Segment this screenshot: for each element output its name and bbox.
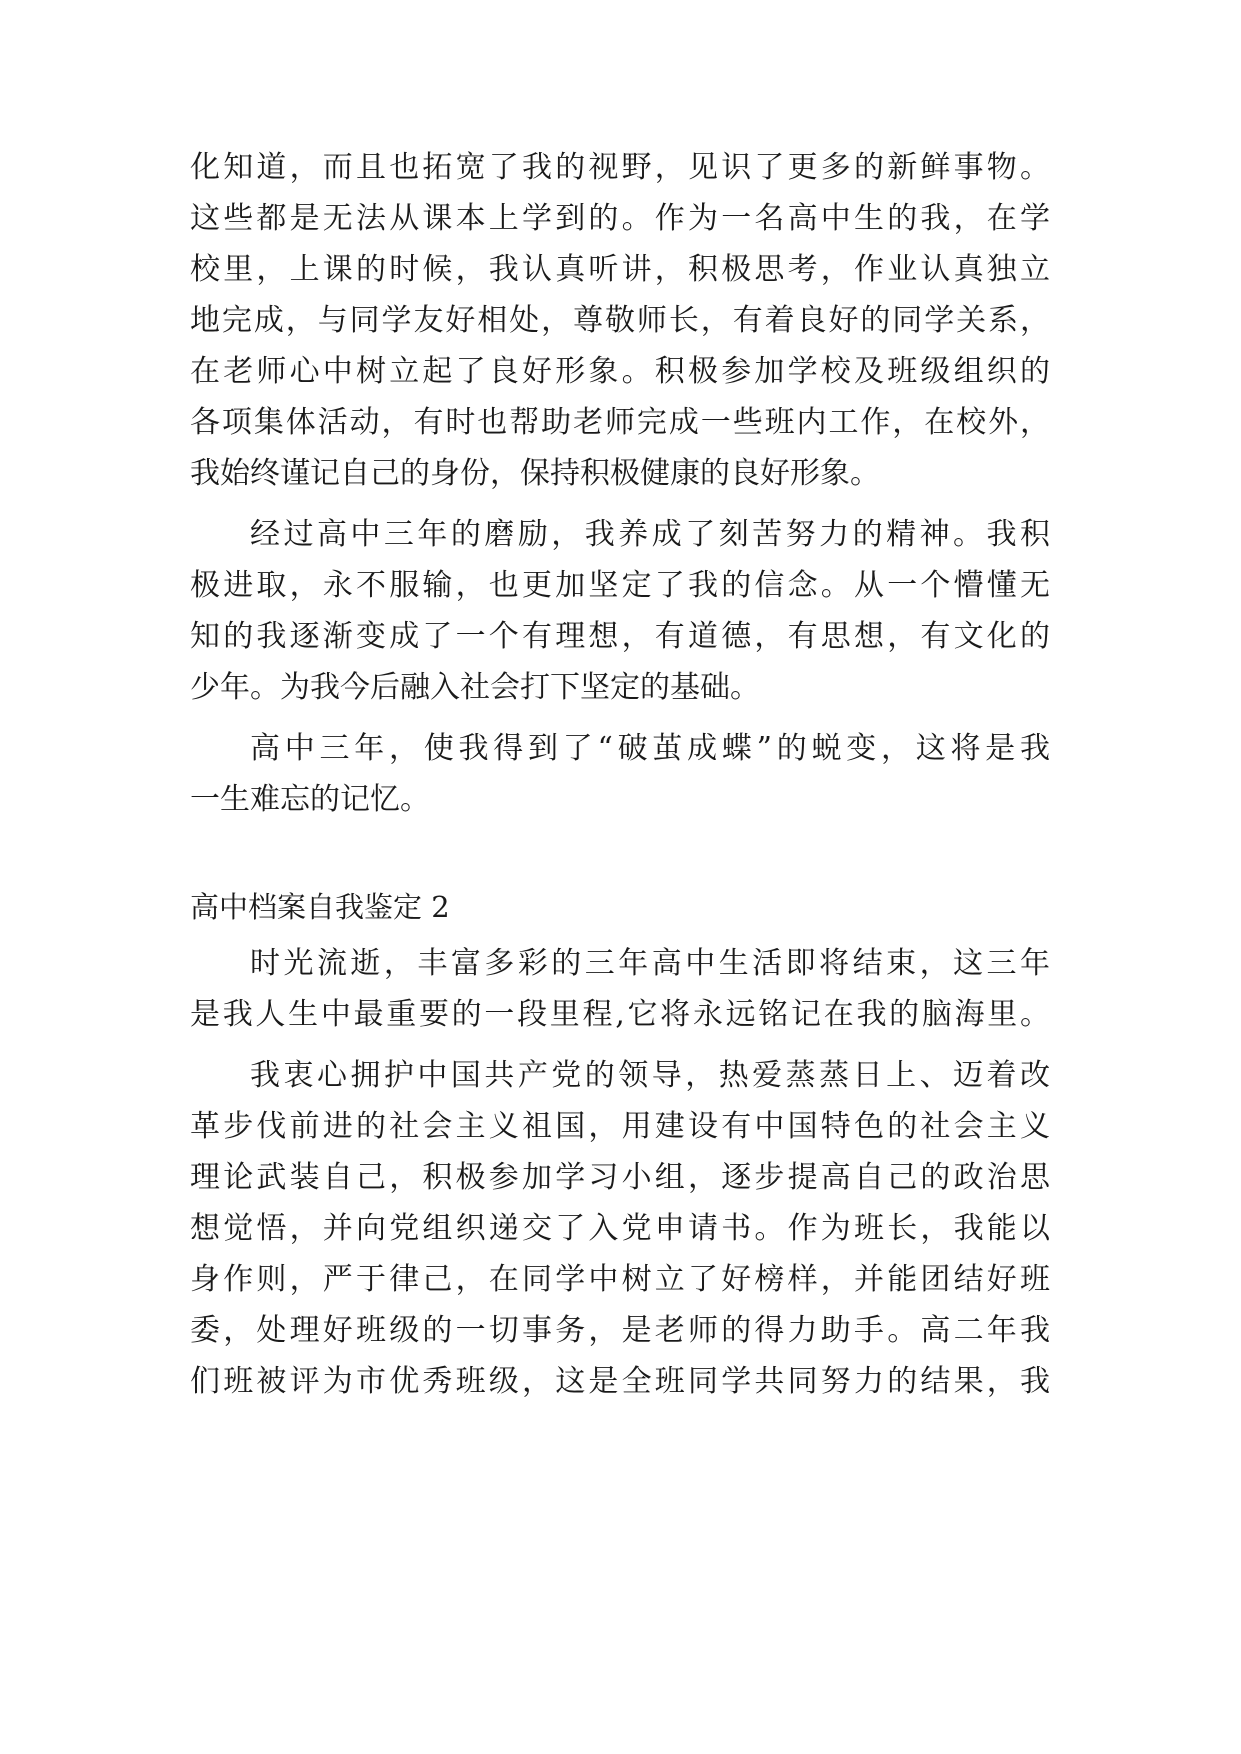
text-line: 少年。为我今后融入社会打下坚定的基础。 (190, 670, 760, 705)
text-line: 校里，上课的时候，我认真听讲，积极思考，作业认真独立 (190, 252, 1050, 287)
text-line: 想觉悟，并向党组织递交了入党申请书。作为班长，我能以 (190, 1211, 1050, 1246)
text-line: 各项集体活动，有时也帮助老师完成一些班内工作，在校外， (190, 405, 1050, 440)
paragraph-first-line: 时光流逝，丰富多彩的三年高中生活即将结束，这三年 (250, 946, 1050, 981)
text-line: 理论武装自己，积极参加学习小组，逐步提高自己的政治思 (190, 1160, 1050, 1195)
text-line: 极进取，永不服输，也更加坚定了我的信念。从一个懵懂无 (190, 568, 1050, 603)
text-line: 一生难忘的记忆。 (190, 782, 430, 817)
section-heading: 高中档案自我鉴定 2 (190, 890, 450, 924)
text-line: 是我人生中最重要的一段里程,它将永远铭记在我的脑海里。 (190, 997, 1050, 1032)
paragraph-first-line: 我衷心拥护中国共产党的领导，热爱蒸蒸日上、迈着改 (250, 1058, 1050, 1093)
text-line: 们班被评为市优秀班级，这是全班同学共同努力的结果，我 (190, 1364, 1050, 1399)
text-line: 地完成，与同学友好相处，尊敬师长，有着良好的同学关系， (190, 303, 1050, 338)
text-line: 身作则，严于律己，在同学中树立了好榜样，并能团结好班 (190, 1262, 1050, 1297)
paragraph-first-line: 高中三年，使我得到了“破茧成蝶”的蜕变，这将是我 (250, 731, 1050, 766)
text-line: 委，处理好班级的一切事务，是老师的得力助手。高二年我 (190, 1313, 1050, 1348)
text-line: 知的我逐渐变成了一个有理想，有道德，有思想，有文化的 (190, 619, 1050, 654)
text-line: 在老师心中树立起了良好形象。积极参加学校及班级组织的 (190, 354, 1050, 389)
text-line: 我始终谨记自己的身份，保持积极健康的良好形象。 (190, 456, 880, 491)
text-line: 这些都是无法从课本上学到的。作为一名高中生的我，在学 (190, 201, 1050, 236)
text-line: 革步伐前进的社会主义祖国，用建设有中国特色的社会主义 (190, 1109, 1050, 1144)
text-line: 化知道，而且也拓宽了我的视野，见识了更多的新鲜事物。 (190, 150, 1050, 185)
paragraph-first-line: 经过高中三年的磨励，我养成了刻苦努力的精神。我积 (250, 517, 1050, 552)
